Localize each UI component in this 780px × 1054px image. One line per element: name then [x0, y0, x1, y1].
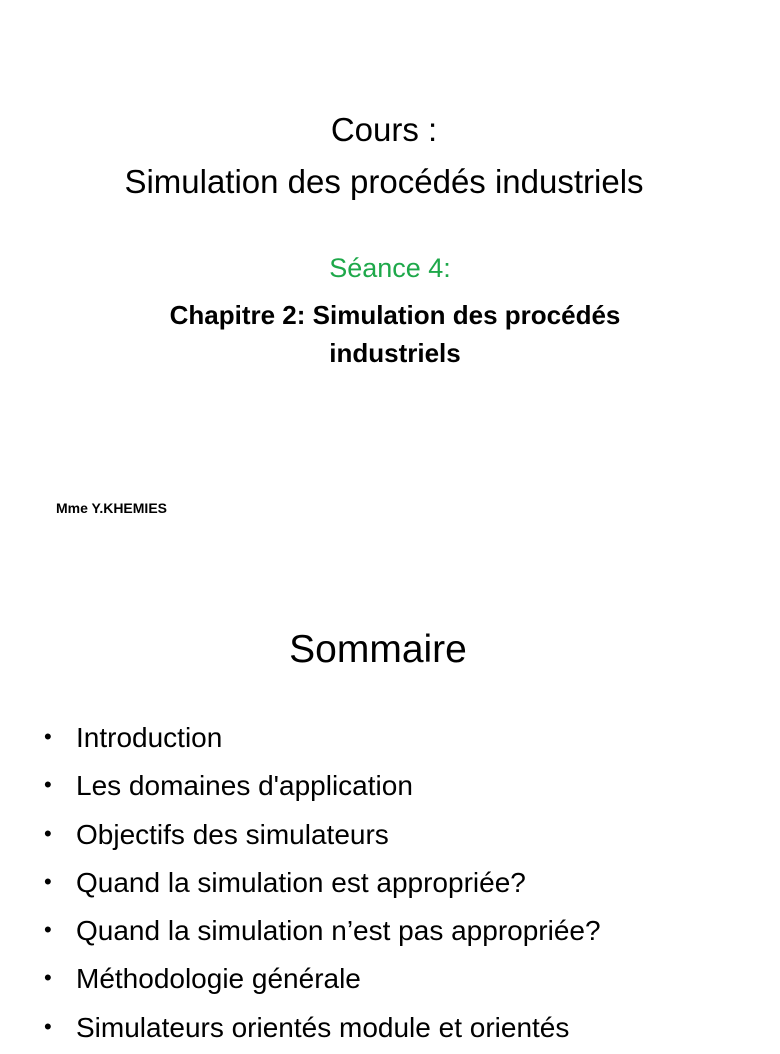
bullet-icon: •	[44, 724, 52, 749]
summary-item-label: Quand la simulation est appropriée?	[76, 866, 526, 898]
summary-item-label: Les domaines d'application	[76, 770, 413, 802]
summary-slide	[0, 576, 768, 1043]
session-label: Séance 4:	[329, 253, 451, 283]
bullet-icon: •	[44, 1013, 52, 1039]
chapter-title	[120, 296, 670, 372]
bullet-icon: •	[44, 965, 52, 991]
chapter-title-line-1: Chapitre 2: Simulation des procédés	[169, 300, 621, 330]
chapter-title-line-2: industriels	[329, 338, 461, 368]
summary-item-methodology	[0, 957, 768, 1005]
summary-item-label: Méthodologie générale	[76, 963, 361, 995]
summary-item-when-not-appropriate	[0, 909, 768, 957]
summary-item-introduction	[0, 716, 768, 764]
bullet-icon: •	[44, 772, 52, 798]
summary-item-label: Simulateurs orientés module et orientés	[76, 1011, 570, 1043]
course-label: Cours :	[330, 111, 438, 148]
summary-item-when-appropriate	[0, 861, 768, 909]
course-subject: Simulation des procédés industriels	[124, 163, 644, 200]
summary-list	[0, 716, 768, 1054]
summary-item-application-domains	[0, 764, 768, 812]
bullet-icon: •	[44, 868, 52, 894]
bullet-icon: •	[44, 917, 52, 943]
bullet-icon: •	[44, 820, 52, 846]
summary-item-label: Introduction	[76, 722, 223, 753]
summary-item-label: Quand la simulation n’est pas appropriée?	[76, 915, 601, 947]
summary-title: Sommaire	[289, 628, 467, 671]
summary-item-label: Objectifs des simulateurs	[76, 818, 389, 850]
summary-item-simulator-types	[0, 1006, 768, 1054]
author-name: Mme Y.KHEMIES	[56, 500, 167, 516]
summary-item-simulator-objectives	[0, 813, 768, 861]
